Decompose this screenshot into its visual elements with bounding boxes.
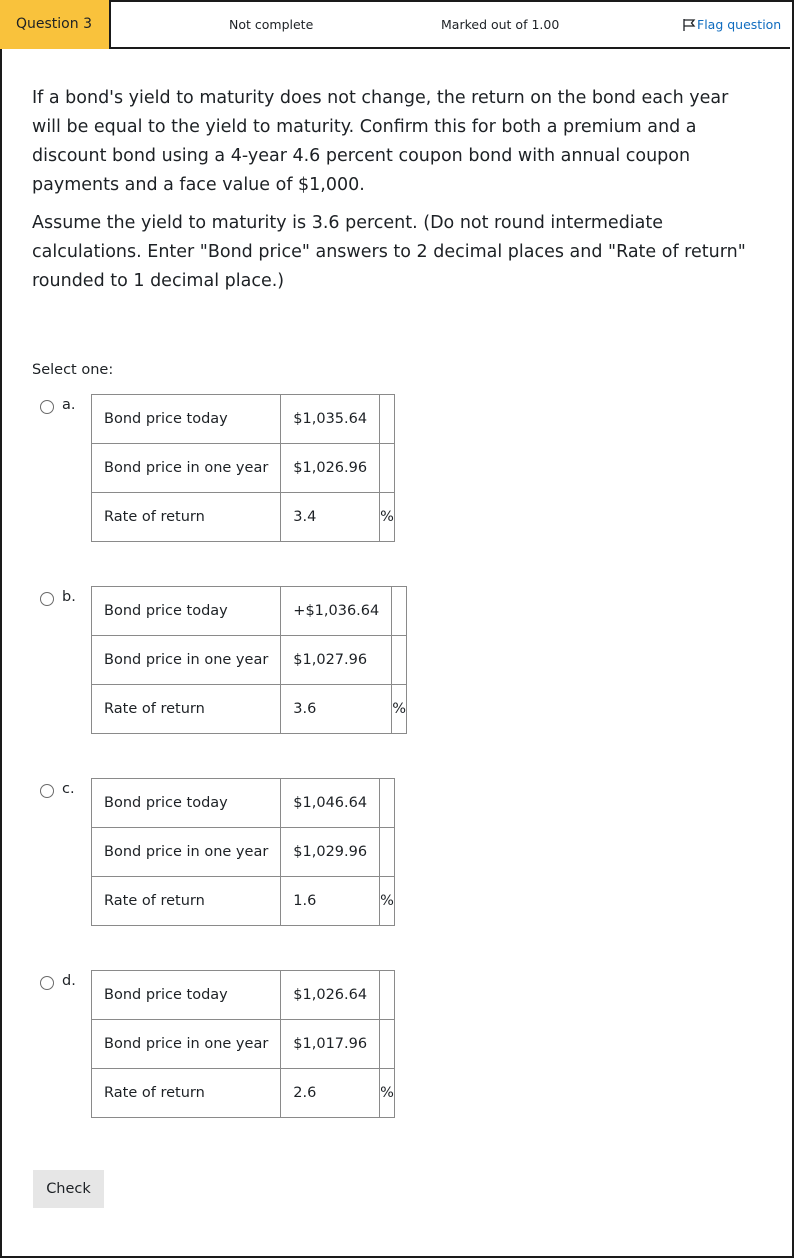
radio-button-c[interactable]	[40, 784, 54, 798]
row-label: Bond price in one year	[92, 444, 281, 493]
row-value: $1,029.96	[281, 828, 380, 877]
table-row	[92, 1069, 395, 1118]
question-paragraph-2: Assume the yield to maturity is 3.6 percent. (Do not round intermediate calculations. Enter "Bond price" answers to 2 decimal places and "Rate of return" rounded to 1 decimal place.)	[32, 213, 746, 291]
row-value: 3.4	[281, 493, 380, 542]
row-unit: %	[380, 493, 395, 542]
answer-table	[91, 586, 407, 734]
question-grade: Marked out of 1.00	[441, 17, 560, 32]
row-unit	[380, 1020, 395, 1069]
radio-button-d[interactable]	[40, 976, 54, 990]
question-info-bar	[0, 0, 790, 49]
row-unit	[380, 828, 395, 877]
answer-table	[91, 970, 395, 1118]
flag-icon	[682, 18, 696, 32]
option-letter: a.	[62, 397, 76, 413]
row-label: Rate of return	[92, 877, 281, 926]
question-number: Question 3	[0, 0, 111, 49]
table-row	[92, 1020, 395, 1069]
table-row	[92, 877, 395, 926]
row-unit: %	[392, 685, 407, 734]
check-button[interactable]: Check	[33, 1170, 104, 1208]
row-label: Bond price today	[92, 587, 281, 636]
select-prompt: Select one:	[32, 362, 114, 378]
row-label: Bond price in one year	[92, 828, 281, 877]
row-label: Bond price today	[92, 971, 281, 1020]
row-label: Bond price today	[92, 395, 281, 444]
table-row	[92, 971, 395, 1020]
row-value: 3.6	[281, 685, 392, 734]
row-value: $1,017.96	[281, 1020, 380, 1069]
row-unit	[380, 779, 395, 828]
row-label: Bond price in one year	[92, 636, 281, 685]
row-value: $1,035.64	[281, 395, 380, 444]
answer-table	[91, 394, 395, 542]
row-unit	[380, 971, 395, 1020]
question-state: Not complete	[229, 17, 314, 32]
table-row	[92, 636, 407, 685]
radio-button-a[interactable]	[40, 400, 54, 414]
row-unit: %	[380, 1069, 395, 1118]
row-label: Rate of return	[92, 1069, 281, 1118]
row-unit	[380, 395, 395, 444]
table-row	[92, 395, 395, 444]
table-row	[92, 493, 395, 542]
row-value: +$1,036.64	[281, 587, 392, 636]
row-unit: %	[380, 877, 395, 926]
row-label: Bond price in one year	[92, 1020, 281, 1069]
row-label: Bond price today	[92, 779, 281, 828]
row-value: $1,026.64	[281, 971, 380, 1020]
row-value: 1.6	[281, 877, 380, 926]
answer-table	[91, 778, 395, 926]
row-label: Rate of return	[92, 685, 281, 734]
table-row	[92, 587, 407, 636]
row-unit	[392, 636, 407, 685]
question-paragraph-1: If a bond's yield to maturity does not change, the return on the bond each year will be equal to the yield to maturity. Confirm this for both a premium and a discount bond using a 4-year 4.6 percent coupon bond with annual coupon payments and a face value of $1,000.	[32, 88, 729, 195]
row-value: 2.6	[281, 1069, 380, 1118]
row-unit	[380, 444, 395, 493]
row-value: $1,046.64	[281, 779, 380, 828]
table-row	[92, 685, 407, 734]
flag-question-label: Flag question	[697, 17, 782, 32]
table-row	[92, 444, 395, 493]
flag-question-link[interactable]	[682, 0, 781, 49]
row-label: Rate of return	[92, 493, 281, 542]
question-text	[32, 84, 752, 305]
option-letter: b.	[62, 589, 76, 605]
row-value: $1,027.96	[281, 636, 392, 685]
table-row	[92, 779, 395, 828]
row-value: $1,026.96	[281, 444, 380, 493]
option-letter: c.	[62, 781, 75, 797]
table-row	[92, 828, 395, 877]
radio-button-b[interactable]	[40, 592, 54, 606]
row-unit	[392, 587, 407, 636]
option-letter: d.	[62, 973, 76, 989]
